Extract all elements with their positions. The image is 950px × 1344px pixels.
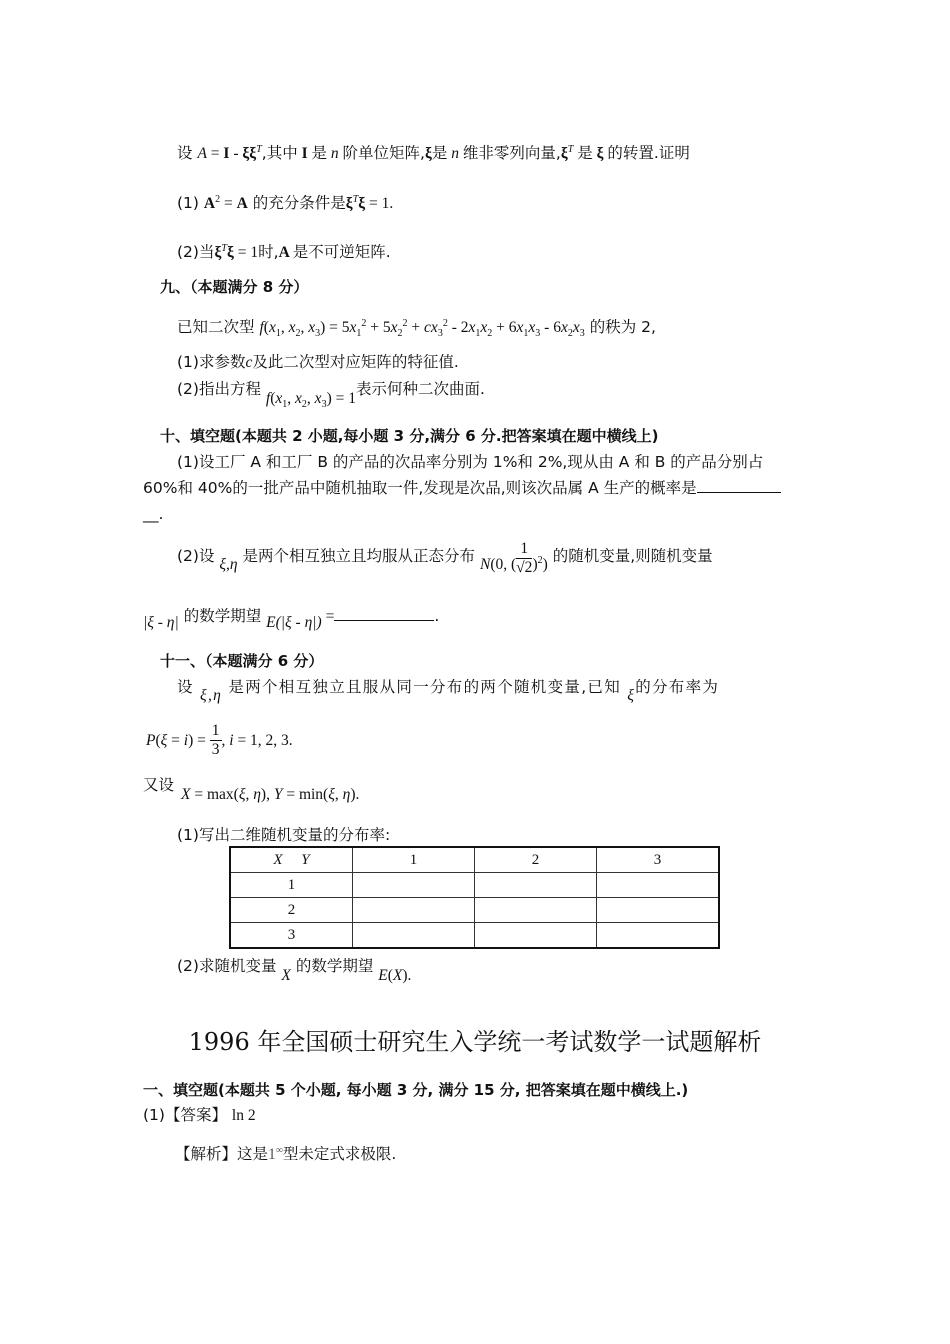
p11-xy-def: X = max(ξ, η), Y = min(ξ, η). [181, 786, 360, 803]
p11-q2: (2)求随机变量 X 的数学期望 E(X). [177, 957, 412, 984]
p8-part1: (1) $A^2 = A$ 的充分条件是$\xi^T\xi = 1$. [177, 194, 394, 213]
answer-blank [697, 478, 781, 493]
table-col-header: 2 [475, 847, 597, 873]
p8-intro: 设 $A = I - \xi\xi^T$,其中 I 是 n 阶单位矩阵,ξ是 n 维非零列向量$,\xi^T$ 是 ξ 的转置.证明 [177, 144, 690, 163]
answer-blank [334, 606, 434, 621]
p10-q1-line3: __. [143, 505, 164, 523]
p11-heading: 十一、（本题满分 6 分） [160, 652, 324, 670]
p10-q2: (2)设 ξ,η 是两个相互独立且均服从正态分布 N(0, ( $\frac{1}{√2}$ )$^2$) 的随机变量,则随机变量 [177, 540, 713, 576]
p10-q1-line2: 60%和 40%的一批产品中随机抽取一件,发现是次品,则该次品属 A 生产的概率是 [143, 477, 781, 499]
p9-intro: 已知二次型 $f(x_1$, $x_2$, $x_3) = 5x_1^2 + 5x_2^2 + cx_3^2 - 2x_1x_2 + 6x_1x_3 - 6x_2x_3$ 的秩为 2, [177, 318, 656, 340]
one-third: $\frac{1}{3}$ [211, 722, 220, 758]
table-cell [353, 873, 475, 898]
table-cell [353, 898, 475, 923]
p11-also: 又设 [143, 776, 175, 794]
p10-q1-line1: (1)设工厂 A 和工厂 B 的产品的次品率分别为 1%和 2%,现从由 A 和 B 的产品分别占 [177, 453, 764, 471]
p10-q2-expect: |ξ - η| 的数学期望 E(|ξ - η|) = . [143, 607, 440, 631]
table-row [230, 898, 719, 923]
p9-q2: (2)指出方程 $f(x_1$, $x_2$, $x_3) = 1$表示何种二次曲面. [177, 380, 485, 411]
p8-part2: (2)当$\xi^T\xi = 1$时,A 是不可逆矩阵. [177, 243, 391, 262]
solution-section-heading: 一、填空题(本题共 5 个小题, 每小题 3 分, 满分 15 分, 把答案填在题中横线上.) [143, 1081, 689, 1099]
analysis-line: 【解析】这是1∞型未定式求极限. [175, 1145, 397, 1164]
p9-q1: (1)求参数c及此二次型对应矩阵的特征值. [177, 353, 459, 371]
table-cell [597, 923, 720, 949]
sigma-fraction: $\frac{1}{√2}$ [516, 540, 533, 576]
p11-intro: 设 ξ,η 是两个相互独立且服从同一分布的两个随机变量,已知 ξ的分布率为 [177, 678, 720, 704]
table-col-header: 3 [597, 847, 720, 873]
p11-pmf: P(ξ = i) = $\frac{1}{3}$ , i = 1, 2, 3. [146, 722, 293, 758]
table-row [230, 873, 719, 898]
p10-heading: 十、填空题(本题共 2 小题,每小题 3 分,满分 6 分.把答案填在题中横线上) [160, 427, 659, 445]
table-header-row [230, 847, 719, 873]
table-cell [475, 923, 597, 949]
table-cell [475, 873, 597, 898]
table-cell [353, 923, 475, 949]
p11-q1: (1)写出二维随机变量的分布率: [177, 826, 391, 844]
p9-heading: 九、（本题满分 8 分） [160, 278, 309, 296]
table-corner: X Y [230, 847, 353, 873]
table-col-header: 1 [353, 847, 475, 873]
table-cell [597, 873, 720, 898]
distribution-table [229, 846, 720, 949]
table-row-header: 1 [230, 873, 353, 898]
table-row [230, 923, 719, 949]
solution-title: 1996 年全国硕士研究生入学统一考试数学一试题解析 [188, 1028, 762, 1056]
table-row-header: 2 [230, 898, 353, 923]
table-cell [597, 898, 720, 923]
table-cell [475, 898, 597, 923]
answer-line: (1)【答案】 ln 2 [143, 1106, 256, 1124]
table-row-header: 3 [230, 923, 353, 949]
